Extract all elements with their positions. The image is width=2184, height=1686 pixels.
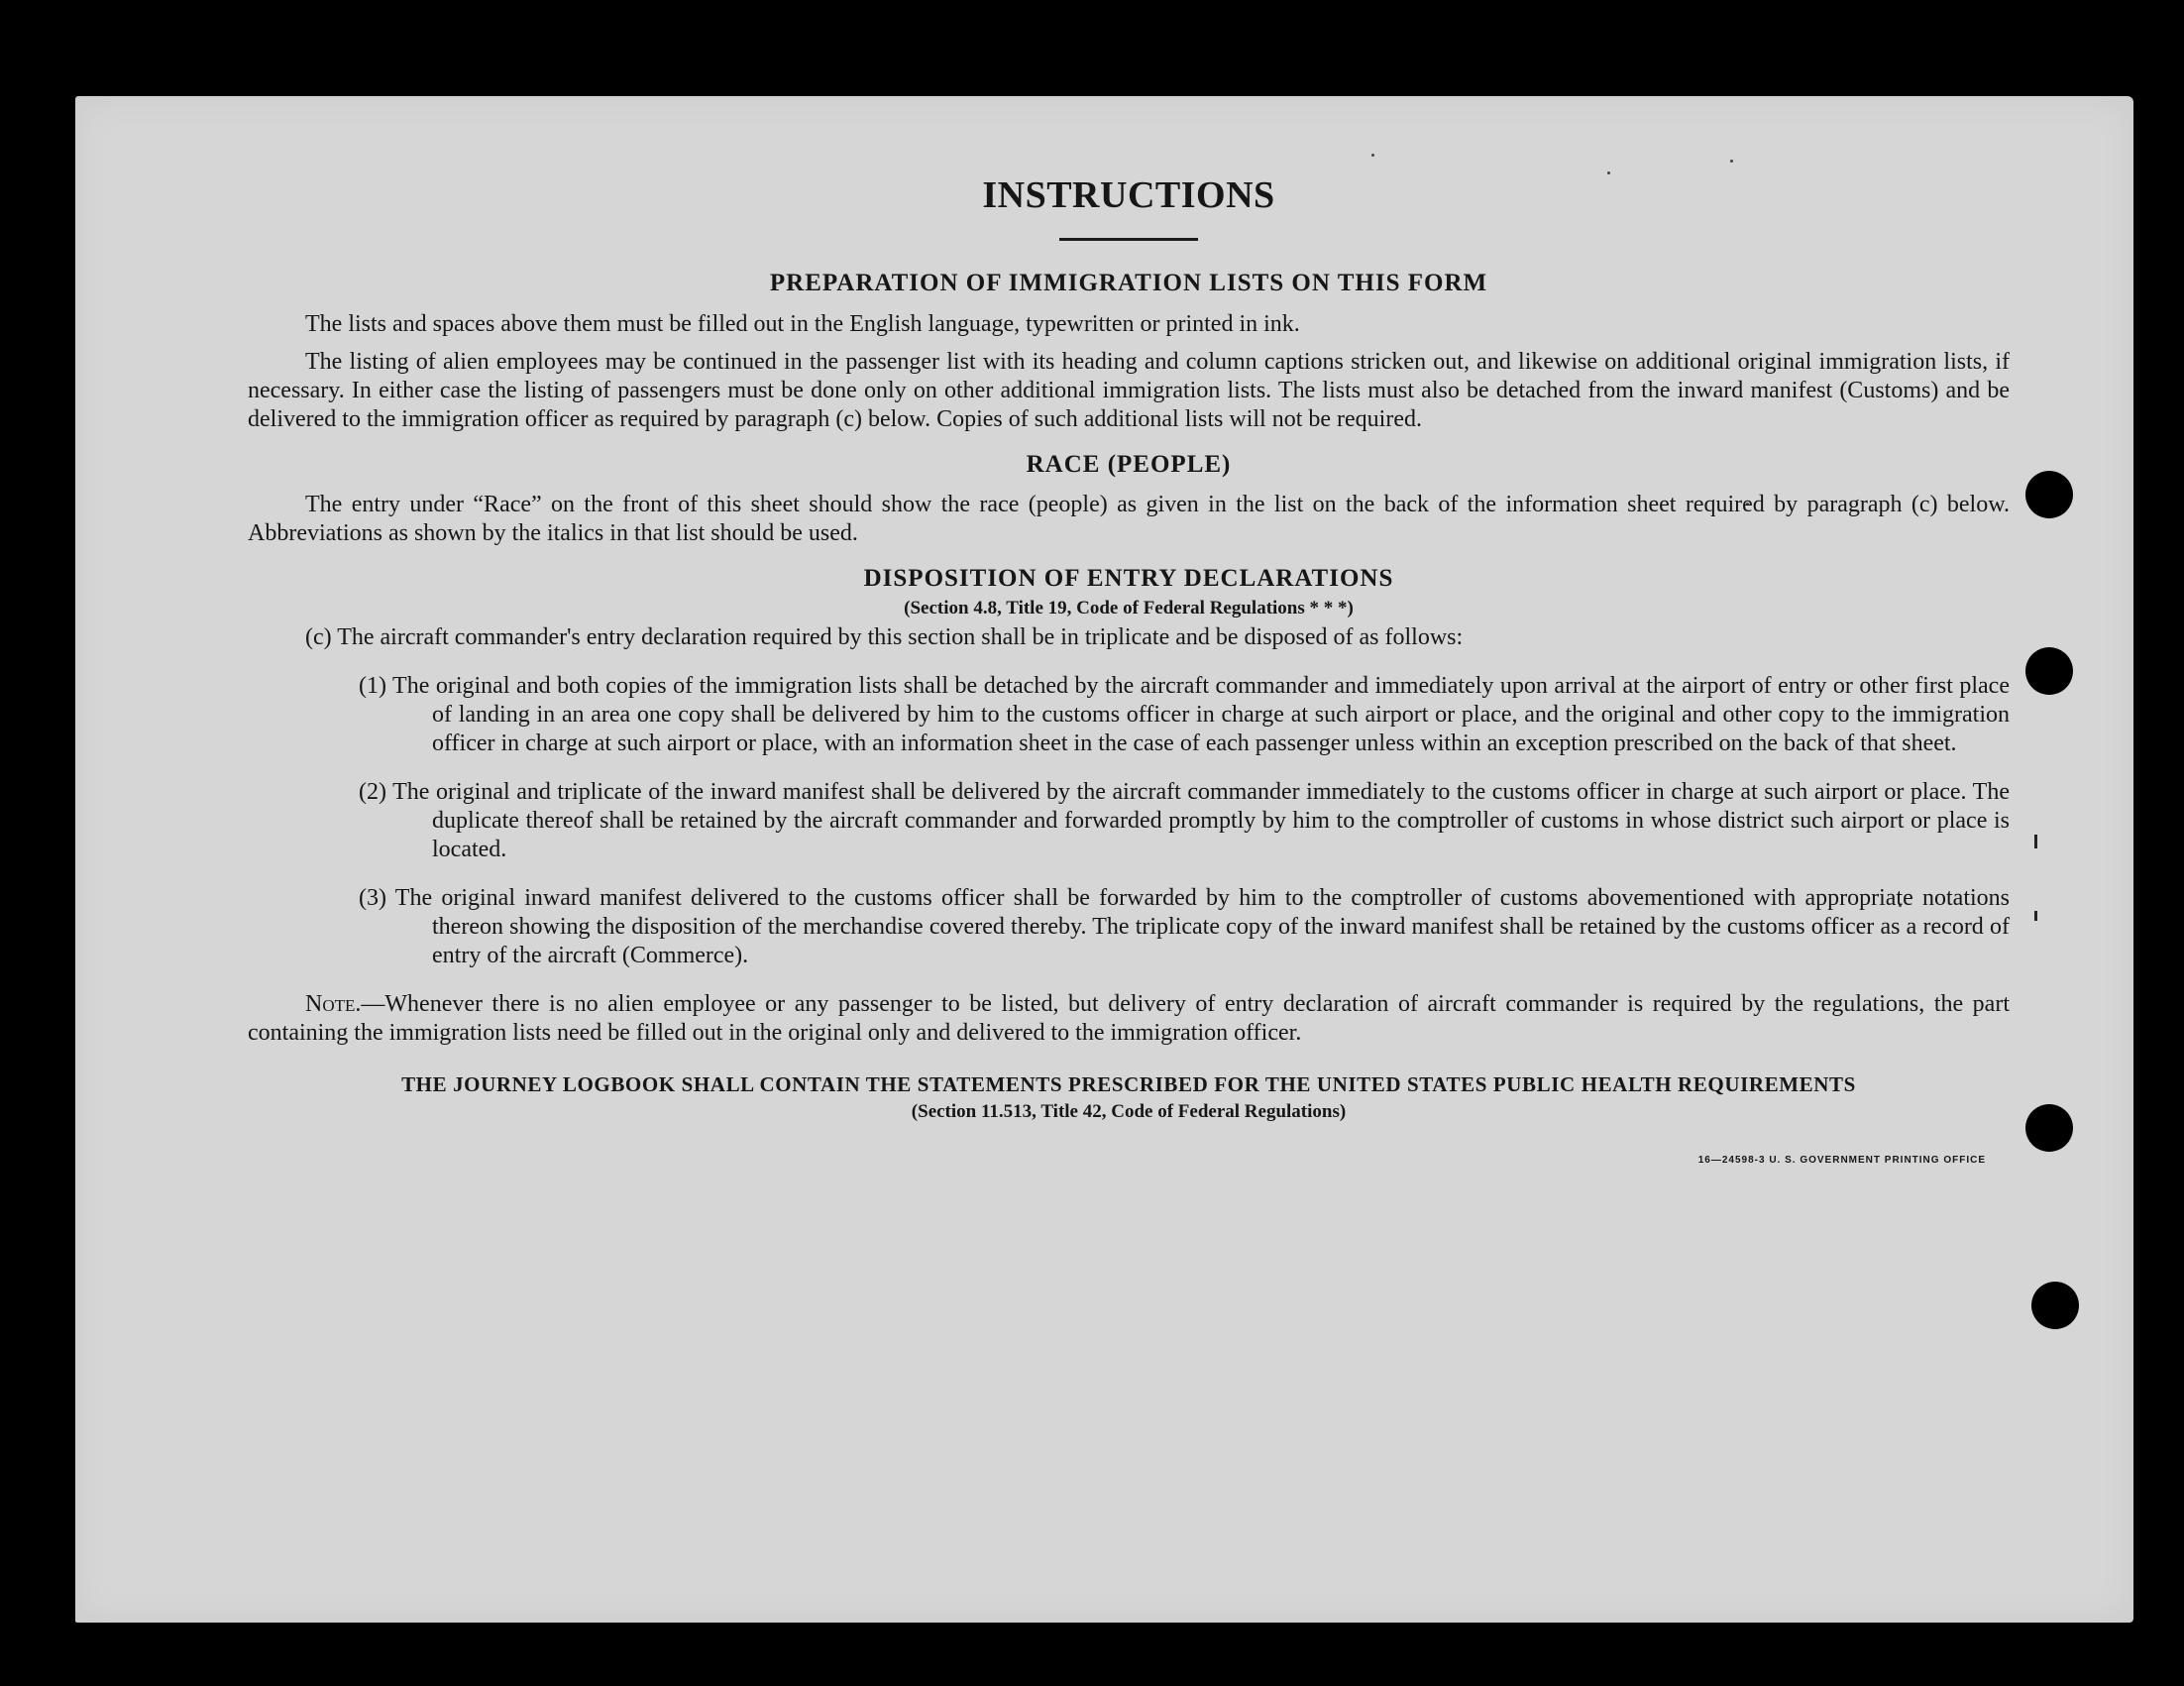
race-heading: RACE (PEOPLE) [1026, 451, 1232, 478]
health-statement: THE JOURNEY LOGBOOK SHALL CONTAIN THE STATEMENTS PRESCRIBED FOR THE UNITED STATES PUBLIC HEALTH REQUIREMENTS [401, 1072, 1856, 1096]
instructions-content [248, 170, 2010, 1166]
intro-marker: (c) [305, 624, 332, 650]
punch-hole [2025, 647, 2073, 695]
punch-hole [2025, 471, 2073, 518]
disposition-item [248, 884, 2010, 970]
item-marker: (3) [359, 885, 386, 911]
disposition-heading: DISPOSITION OF ENTRY DECLARATIONS [863, 565, 1394, 592]
intro-text: The aircraft commander's entry declaration required by this section shall be in triplicate and be disposed of as follows: [337, 624, 1464, 650]
punch-hole [2025, 1104, 2073, 1152]
preparation-paragraph-1: The lists and spaces above them must be filled out in the English language, typewritten or printed in ink. [305, 311, 1300, 337]
margin-mark [2034, 911, 2037, 921]
item-text: The original and triplicate of the inward manifest shall be delivered by the aircraft commander immediately to the customs officer in charge at such airport or place. The duplicate thereof shall be retained by the aircraft commander and forwarded promptly by him to the comptroller of customs in whose district such airport or place is located. [392, 779, 2010, 862]
disposition-item [248, 672, 2010, 758]
item-marker: (1) [359, 673, 386, 699]
preparation-paragraph-2: The listing of alien employees may be continued in the passenger list with its heading and column captions stricken out, and likewise on additional original immigration lists, if necessary. In either case the listing of passengers must be done only on other additional immigration lists. The lists must also be detached from the inward manifest (Customs) and be delivered to the immigration officer as required by paragraph (c) below. Copies of such additional lists will not be required. [248, 349, 2010, 432]
disposition-citation: (Section 4.8, Title 19, Code of Federal Regulations * * *) [904, 598, 1354, 618]
item-marker: (2) [359, 779, 386, 805]
item-text: The original inward manifest delivered to the customs officer shall be forwarded by him to the comptroller of customs abovementioned with appropriate notations thereon showing the disposition of the merchandise covered thereby. The triplicate copy of the inward manifest shall be retained by the customs officer as a record of entry of the aircraft (Commerce). [394, 885, 2010, 968]
speck [1371, 154, 1374, 157]
speck [1730, 160, 1733, 163]
note-label: Note. [305, 991, 362, 1017]
note-text: —Whenever there is no alien employee or any passenger to be listed, but delivery of entry declaration of aircraft commander is required by the regulations, the part containing the immigration lists need be filled out in the original only and delivered to the immigration officer. [248, 991, 2010, 1046]
title-underline [1059, 238, 1198, 241]
punch-hole [2031, 1282, 2079, 1329]
health-citation: (Section 11.513, Title 42, Code of Federal Regulations) [911, 1101, 1347, 1122]
item-text: The original and both copies of the immigration lists shall be detached by the aircraft commander and immediately upon arrival at the airport of entry or other first place of landing in an area one copy shall be delivered by him to the customs officer in charge at such airport or place, and the original and other copy to the immigration officer in charge at such airport or place, with an information sheet in the case of each passenger unless within an exception prescribed on the back of that sheet. [392, 673, 2010, 756]
preparation-heading: PREPARATION OF IMMIGRATION LISTS ON THIS FORM [769, 270, 1488, 296]
race-paragraph: The entry under “Race” on the front of this sheet should show the race (people) as given in the list on the back of the information sheet required by paragraph (c) below. Abbreviations as shown by the italics in that list should be used. [248, 492, 2010, 546]
disposition-intro [248, 623, 2010, 652]
margin-mark [2034, 835, 2037, 848]
page-title: INSTRUCTIONS [982, 174, 1275, 216]
disposition-item [248, 778, 2010, 864]
note-paragraph [248, 990, 2010, 1048]
printer-imprint: 16—24598-3 U. S. GOVERNMENT PRINTING OFFICE [1697, 1155, 1986, 1166]
document-sheet [75, 96, 2133, 1623]
